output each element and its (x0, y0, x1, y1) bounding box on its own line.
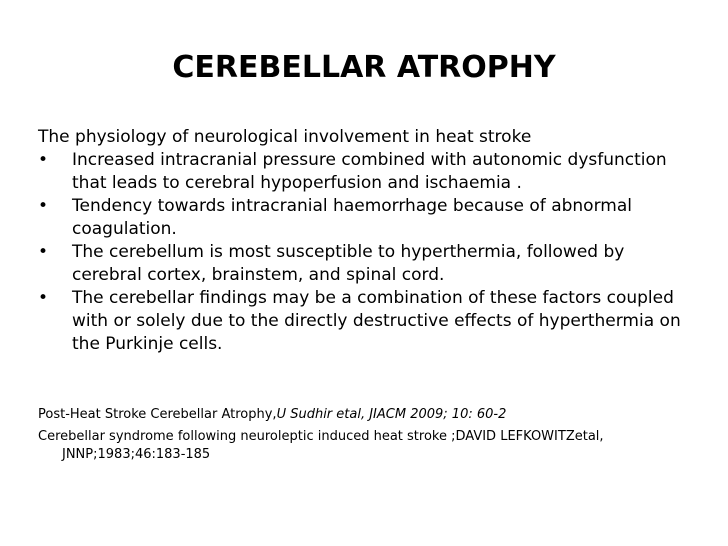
bullet-text: The cerebellar findings may be a combination of these factors coupled with or solely due to the directly destructive effects of hyperthermia on the Purkinje cells. (72, 288, 681, 354)
references (38, 406, 698, 464)
reference-item (38, 428, 698, 464)
slide-body (38, 126, 698, 356)
bullet-icon: • (38, 196, 49, 216)
reference-item (38, 406, 698, 424)
slide-title: CEREBELLAR ATROPHY (172, 50, 556, 85)
bullet-text: Increased intracranial pressure combined with autonomic dysfunction that leads to cerebral hypoperfusion and ischaemia . (72, 150, 667, 193)
reference-text: Cerebellar syndrome following neuroleptic induced heat stroke ;DAVID LEFKOWITZetal, JNNP;1983;46:183-185 (38, 429, 604, 462)
bullet-icon: • (38, 288, 49, 308)
bullet-item (38, 287, 698, 356)
bullet-list (38, 149, 698, 356)
bullet-text: Tendency towards intracranial haemorrhage because of abnormal coagulation. (72, 196, 632, 239)
bullet-item (38, 149, 698, 195)
reference-text: Post-Heat Stroke Cerebellar Atrophy, (38, 407, 277, 422)
intro-text: The physiology of neurological involvement in heat stroke (38, 127, 532, 147)
reference-citation: U Sudhir etal, JIACM 2009; 10: 60-2 (276, 407, 507, 422)
bullet-text: The cerebellum is most susceptible to hyperthermia, followed by cerebral cortex, brainstem, and spinal cord. (72, 242, 625, 285)
bullet-icon: • (38, 242, 49, 262)
bullet-icon: • (38, 150, 49, 170)
bullet-item (38, 241, 698, 287)
bullet-item (38, 195, 698, 241)
